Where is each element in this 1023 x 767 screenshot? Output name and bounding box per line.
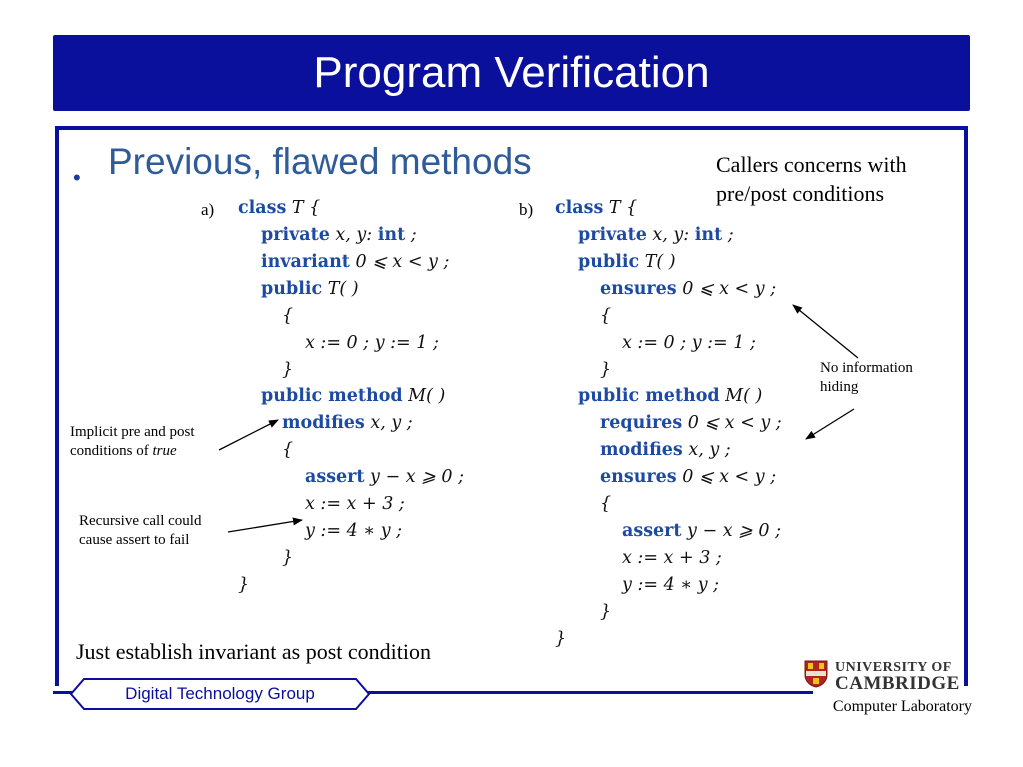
code-text: 0 ⩽ x < y ; [349, 252, 450, 272]
code-keyword: assert [305, 467, 365, 487]
implicit-annotation-line2: conditions of [70, 443, 153, 459]
code-text: { [600, 494, 612, 514]
code-keyword: private [261, 225, 330, 245]
code-keyword: public [578, 252, 640, 272]
code-keyword: modifies [600, 440, 683, 460]
code-text: T( ) [322, 279, 359, 299]
code-keyword: ensures [600, 467, 677, 487]
bullet-heading: Previous, flawed methods [108, 141, 532, 182]
recursive-arrow [228, 520, 302, 532]
code-text: } [238, 575, 250, 595]
bottom-conclusion: Just establish invariant as post condition [76, 639, 432, 664]
no-info-arrow-up [793, 305, 858, 358]
recursive-annotation-line1: Recursive call could [79, 513, 202, 529]
code-text: } [600, 602, 612, 622]
university-line1: UNIVERSITY OF [835, 660, 952, 675]
shield-icon [804, 660, 828, 688]
implicit-annotation-line1: Implicit pre and post [70, 424, 195, 440]
code-text: y − x ⩾ 0 ; [681, 521, 781, 541]
code-text: 0 ⩽ x < y ; [682, 413, 782, 433]
code-text: x := x + 3 ; [305, 494, 405, 514]
code-text: x, y: [329, 225, 378, 245]
code-text: x := x + 3 ; [622, 548, 722, 568]
code-text: y := 4 ∗ y ; [622, 575, 720, 595]
no-info-annotation-line1: No information [820, 360, 913, 376]
code-keyword: int [694, 225, 723, 245]
callers-note: Callers concerns with pre/post conditions [716, 152, 907, 206]
code-text: { [282, 440, 294, 460]
footer-group-tab [70, 678, 370, 710]
code-text: x, y: [646, 225, 695, 245]
code-a-label: a) [201, 200, 215, 219]
code-text: } [555, 629, 567, 649]
code-text: 0 ⩽ x < y ; [676, 279, 777, 299]
no-info-annotation-line2: hiding [820, 379, 859, 395]
code-text: T { [603, 198, 638, 218]
computer-laboratory: Computer Laboratory [832, 698, 972, 715]
code-text: } [282, 360, 294, 380]
recursive-annotation-line2: cause assert to fail [79, 532, 190, 548]
implicit-arrow [219, 420, 278, 450]
code-text: x := 0 ; y := 1 ; [305, 333, 439, 353]
implicit-annotation-true: true [152, 443, 177, 459]
code-text: x := 0 ; y := 1 ; [622, 333, 756, 353]
footer-group-name: Digital Technology Group [125, 684, 315, 703]
code-keyword: class [555, 198, 604, 218]
code-keyword: assert [622, 521, 682, 541]
code-text: ; [405, 225, 417, 245]
slide-title: Program Verification [313, 48, 710, 97]
university-line2: CAMBRIDGE [835, 673, 960, 694]
code-keyword: modifies [282, 413, 365, 433]
code-text: M( ) [719, 386, 763, 406]
code-text: x, y ; [682, 440, 731, 460]
code-text: } [600, 360, 612, 380]
code-keyword: public method [261, 386, 403, 406]
code-text: M( ) [402, 386, 446, 406]
code-text: T( ) [639, 252, 676, 272]
bullet-dot: • [73, 165, 81, 190]
code-keyword: public [261, 279, 323, 299]
code-text: { [600, 306, 612, 326]
code-b-label: b) [519, 200, 534, 219]
code-keyword: int [377, 225, 406, 245]
code-text: y − x ⩾ 0 ; [364, 467, 464, 487]
code-text: ; [722, 225, 734, 245]
code-keyword: class [238, 198, 287, 218]
code-text: } [282, 548, 294, 568]
code-text: x, y ; [364, 413, 413, 433]
code-keyword: private [578, 225, 647, 245]
code-keyword: invariant [261, 252, 350, 272]
code-text: T { [286, 198, 321, 218]
code-text: 0 ⩽ x < y ; [676, 467, 777, 487]
no-info-arrow-down [806, 409, 854, 439]
code-text: { [282, 306, 294, 326]
code-keyword: requires [600, 413, 683, 433]
code-text: y := 4 ∗ y ; [305, 521, 403, 541]
code-keyword: ensures [600, 279, 677, 299]
code-keyword: public method [578, 386, 720, 406]
